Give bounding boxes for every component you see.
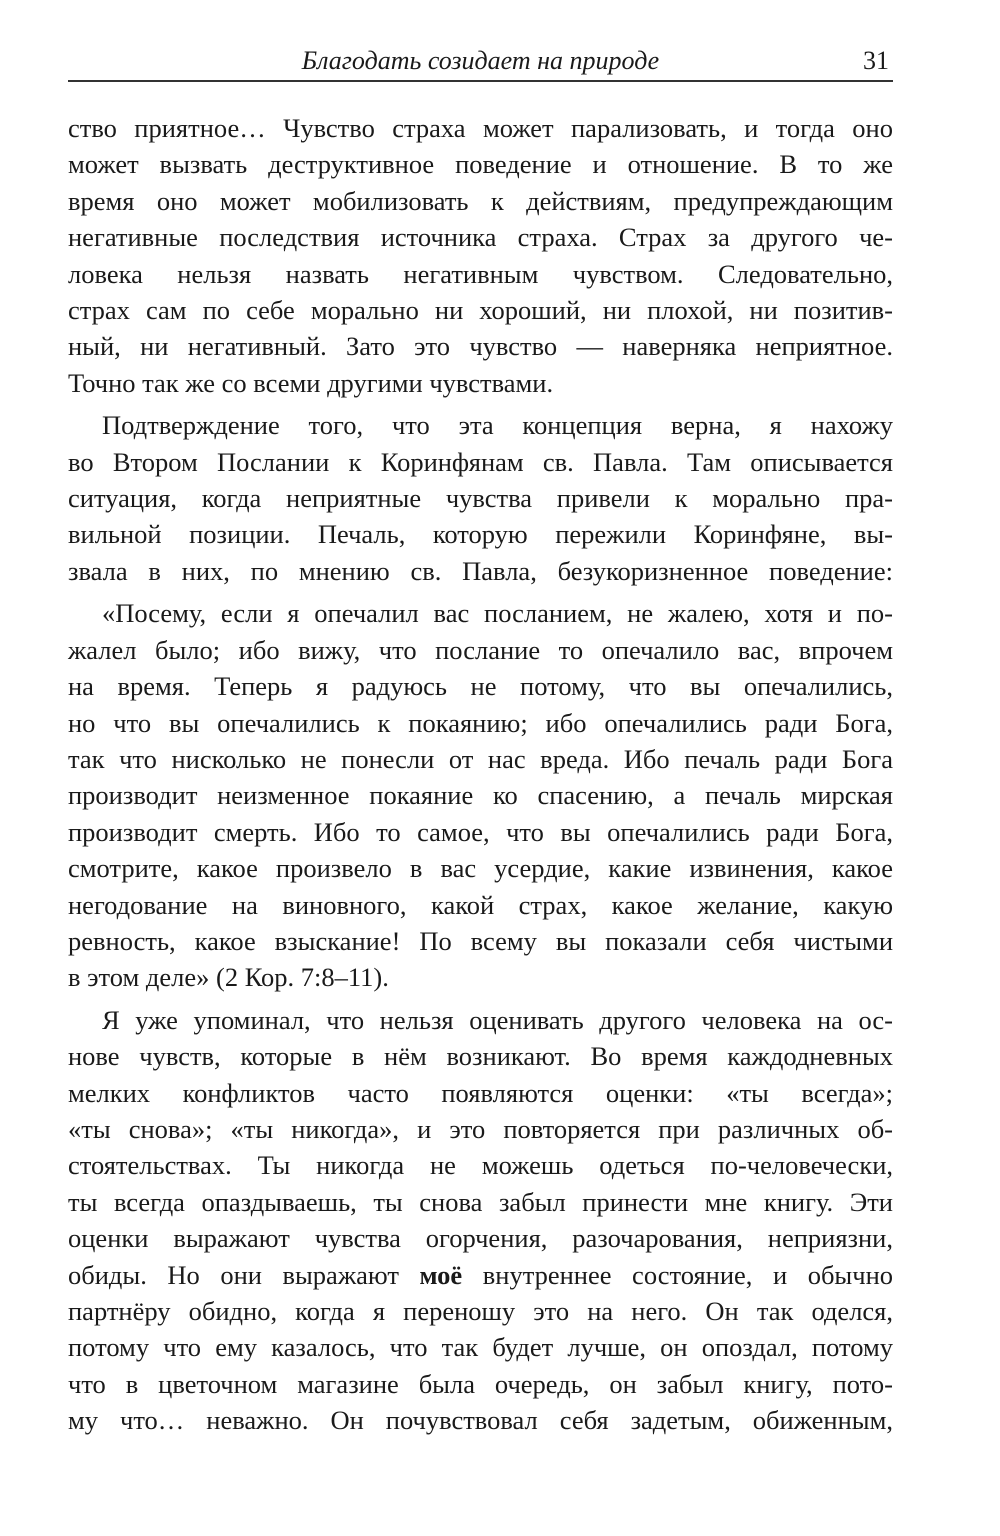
running-title: Благодать созидает на природе (301, 46, 660, 75)
text-line (68, 1257, 893, 1293)
paragraph (68, 1002, 893, 1439)
body-text (68, 110, 893, 1445)
text-line: ситуация, когда неприятные чувства привели к морально пра- (68, 483, 893, 514)
text-line: стоятельствах. Ты никогда не можешь одеться по-человечески, (68, 1150, 893, 1181)
text-line: му что… неважно. Он почувствовал себя задетым, обиженным, (68, 1405, 893, 1436)
text-line: производит неизменное покаяние ко спасению, а печаль мирская (68, 780, 893, 811)
text-line: «Посему, если я опечалил вас посланием, не жалею, хотя и по- (102, 598, 893, 629)
text-line: на время. Теперь я радуюсь не потому, что вы опечалились, (68, 671, 893, 702)
text-line: во Втором Послании к Коринфянам св. Павла. Там описывается (68, 446, 893, 477)
text-line: ты всегда опаздываешь, ты снова забыл принести мне книгу. Эти (68, 1186, 893, 1217)
text-line: смотрите, какое произвело в вас усердие, какие извинения, какое (68, 853, 893, 884)
text-line: негативные последствия источника страха. Страх за другого че- (68, 222, 893, 253)
text-segment: обиды. Но они выражают (68, 1259, 420, 1290)
text-line: мелких конфликтов часто появляются оценки: «ты всегда»; (68, 1077, 893, 1108)
text-line: ловека нельзя назвать негативным чувством. Следовательно, (68, 258, 893, 289)
text-line: жалел было; ибо вижу, что послание то опечалило вас, впрочем (68, 634, 893, 665)
text-line: что в цветочном магазине была очередь, он забыл книгу, пото- (68, 1368, 893, 1399)
text-line: может вызвать деструктивное поведение и отношение. В то же (68, 149, 893, 180)
text-line: но что вы опечалились к покаянию; ибо опечалились ради Бога, (68, 707, 893, 738)
paragraph (68, 407, 893, 589)
text-line: ревность, какое взыскание! По всему вы показали себя чистыми (68, 925, 893, 956)
text-line: ный, ни негативный. Зато это чувство — наверняка неприятное. (68, 331, 893, 362)
text-line: потому что ему казалось, что так будет лучше, он опоздал, потому (68, 1332, 893, 1363)
text-line: Точно так же со всеми другими чувствами. (68, 367, 554, 398)
text-line: так что нисколько не понесли от нас вреда. Ибо печаль ради Бога (68, 743, 893, 774)
text-line: время оно может мобилизовать к действиям, предупреждающим (68, 185, 893, 216)
text-line: оценки выражают чувства огорчения, разочарования, неприязни, (68, 1223, 893, 1254)
text-line: партнёру обидно, когда я переношу это на него. Он так оделся, (68, 1296, 893, 1326)
page-number: 31 (863, 46, 889, 75)
header-rule (68, 80, 893, 82)
text-line: Я уже упоминал, что нельзя оценивать другого человека на ос- (102, 1004, 893, 1035)
text-line: в этом деле» (2 Кор. 7:8–11). (68, 962, 389, 993)
text-segment: внутреннее состояние, и обычно (462, 1259, 893, 1290)
text-line: звала в них, по мнению св. Павла, безукоризненное поведение: (68, 555, 893, 586)
running-header (68, 40, 893, 80)
text-line: вильной позиции. Печаль, которую пережили Коринфяне, вы- (68, 519, 893, 550)
emphasized-word: моё (419, 1259, 463, 1290)
text-line: негодование на виновного, какой страх, какое желание, какую (68, 889, 893, 920)
text-line: «ты снова»; «ты никогда», и это повторяется при различных об- (68, 1113, 893, 1144)
paragraph (68, 110, 893, 401)
text-line: производит смерть. Ибо то самое, что вы опечалились ради Бога, (68, 816, 893, 847)
text-line: страх сам по себе морально ни хороший, ни плохой, ни позитив- (68, 295, 893, 326)
paragraph (68, 595, 893, 995)
text-line: нове чувств, которые в нём возникают. Во время каждодневных (68, 1041, 893, 1072)
text-line: ство приятное… Чувство страха может парализовать, и тогда оно (68, 113, 893, 143)
text-line: Подтверждение того, что эта концепция верна, я нахожу (102, 410, 893, 441)
